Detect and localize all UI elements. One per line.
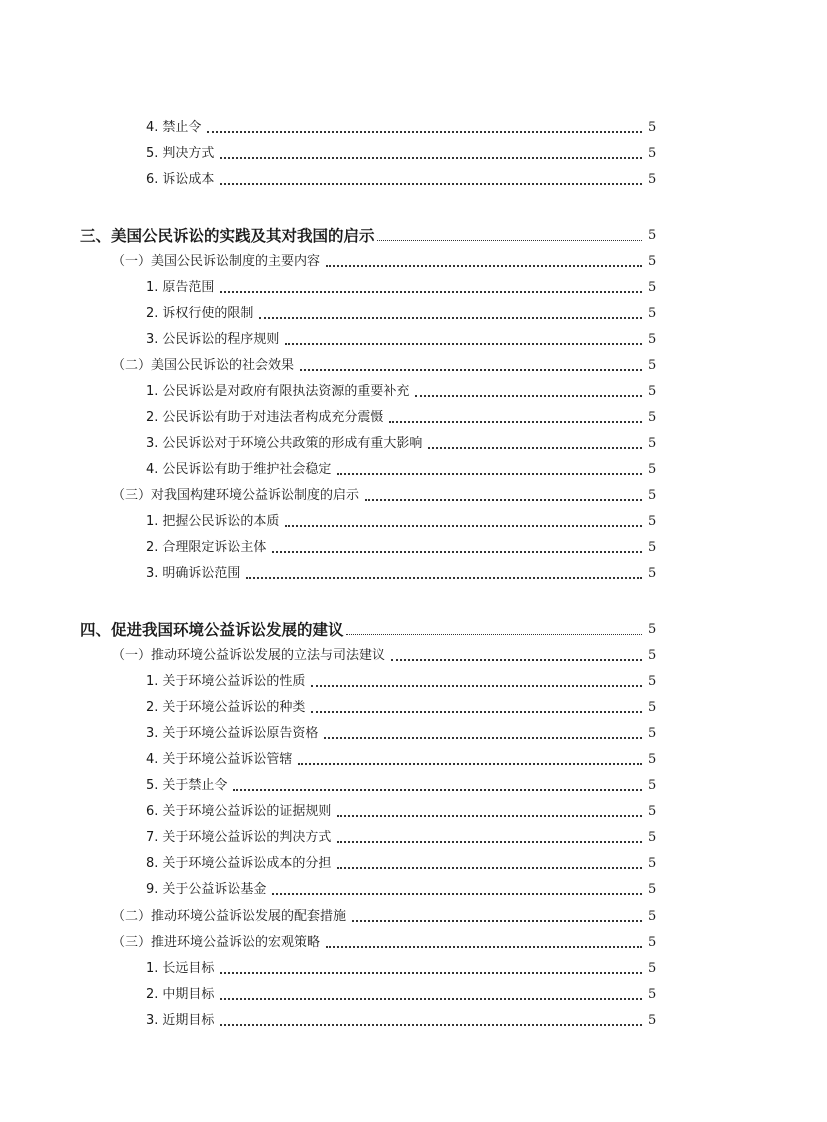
toc-item-number: 2. — [146, 306, 159, 321]
toc-item-number: 9. — [146, 882, 159, 897]
toc-item-number: 2. — [146, 700, 159, 715]
toc-section-heading[interactable] — [80, 220, 656, 244]
toc-page-number: 5 — [648, 228, 657, 243]
toc-item-title: 推动环境公益诉讼发展的配套措施 — [151, 909, 347, 924]
toc-subsection[interactable] — [112, 352, 656, 374]
toc-item-number: （一） — [112, 648, 152, 663]
toc-dot-leader — [298, 761, 642, 765]
toc-item-number: 2. — [146, 987, 159, 1002]
toc-item-title: 对我国构建环境公益诉讼制度的启示 — [151, 488, 360, 503]
toc-item-title: 推动环境公益诉讼发展的立法与司法建议 — [151, 648, 386, 663]
toc-dot-leader — [300, 367, 642, 371]
toc-dot-leader — [220, 181, 642, 185]
toc-item-number: （三） — [112, 935, 152, 950]
toc-page-number: 5 — [648, 172, 657, 187]
toc-item[interactable] — [146, 1007, 656, 1029]
toc-item[interactable] — [146, 850, 656, 872]
toc-page-number: 5 — [648, 306, 657, 321]
toc-subsection[interactable] — [112, 482, 656, 504]
toc-dot-leader — [220, 996, 642, 1000]
toc-item-number: 3. — [146, 436, 159, 451]
toc-dot-leader — [220, 970, 642, 974]
toc-page-number: 5 — [648, 804, 657, 819]
toc-item-number: 2. — [146, 410, 159, 425]
toc-page-number: 5 — [648, 1013, 657, 1028]
toc-item-title: 判决方式 — [162, 146, 215, 161]
toc-dot-leader — [285, 523, 642, 527]
toc-dot-leader — [337, 471, 642, 475]
toc-page-number: 5 — [648, 436, 657, 451]
toc-item-number: 5. — [146, 146, 159, 161]
toc-dot-leader — [272, 549, 642, 553]
toc-page-number: 5 — [648, 410, 657, 425]
toc-page-number: 5 — [648, 674, 657, 689]
toc-item-number: （三） — [112, 488, 152, 503]
toc-subsection[interactable] — [112, 248, 656, 270]
toc-dot-leader — [337, 813, 642, 817]
toc-item-title: 诉权行使的限制 — [162, 306, 254, 321]
toc-page-number: 5 — [648, 384, 657, 399]
toc-dot-leader — [337, 839, 642, 843]
toc-section-heading[interactable] — [80, 614, 656, 638]
toc-page-number: 5 — [648, 726, 657, 741]
toc-page-number: 5 — [648, 622, 657, 637]
toc-dot-leader — [324, 735, 642, 739]
toc-item[interactable] — [146, 824, 656, 846]
toc-page-number: 5 — [648, 648, 657, 663]
toc-item-number: 5. — [146, 778, 159, 793]
toc-item[interactable] — [146, 955, 656, 977]
toc-item-number: （二） — [112, 909, 152, 924]
toc-item-title: 美国公民诉讼的实践及其对我国的启示 — [111, 226, 375, 245]
toc-page-number: 5 — [648, 566, 657, 581]
toc-dot-leader — [352, 918, 642, 922]
toc-item-title: 禁止令 — [162, 120, 202, 135]
toc-item-title: 公民诉讼对于环境公共政策的形成有重大影响 — [162, 436, 423, 451]
toc-dot-leader — [346, 632, 642, 635]
toc-page-number: 5 — [648, 909, 657, 924]
toc-dot-leader — [220, 155, 642, 159]
toc-item-title: 公民诉讼有助于维护社会稳定 — [162, 462, 332, 477]
toc-page-number: 5 — [648, 778, 657, 793]
toc-item-number: 1. — [146, 514, 159, 529]
toc-page-number: 5 — [648, 254, 657, 269]
toc-item-number: 1. — [146, 280, 159, 295]
toc-item[interactable] — [146, 114, 656, 136]
toc-item-number: 4. — [146, 752, 159, 767]
toc-item-title: 中期目标 — [162, 987, 215, 1002]
toc-item-number: 1. — [146, 384, 159, 399]
toc-page-number: 5 — [648, 961, 657, 976]
toc-page-number: 5 — [648, 120, 657, 135]
toc-item[interactable] — [146, 798, 656, 820]
toc-item-number: 1. — [146, 961, 159, 976]
toc-item[interactable] — [146, 166, 656, 188]
toc-item[interactable] — [146, 456, 656, 478]
toc-page-number: 5 — [648, 146, 657, 161]
toc-item[interactable] — [146, 430, 656, 452]
toc-item[interactable] — [146, 326, 656, 348]
toc-dot-leader — [389, 419, 642, 423]
toc-item[interactable] — [146, 694, 656, 716]
toc-page-number: 5 — [648, 280, 657, 295]
toc-dot-leader — [365, 497, 642, 501]
toc-dot-leader — [311, 683, 642, 687]
toc-item[interactable] — [146, 140, 656, 162]
toc-item-number: 3. — [146, 332, 159, 347]
toc-page-number: 5 — [648, 488, 657, 503]
toc-dot-leader — [326, 263, 642, 267]
toc-item-number: 4. — [146, 120, 159, 135]
toc-item[interactable] — [146, 404, 656, 426]
toc-page-number: 5 — [648, 514, 657, 529]
toc-page-number: 5 — [648, 752, 657, 767]
toc-item-title: 明确诉讼范围 — [162, 566, 241, 581]
toc-item-title: 推进环境公益诉讼的宏观策略 — [151, 935, 321, 950]
toc-page-number: 5 — [648, 856, 657, 871]
toc-dot-leader — [220, 1022, 642, 1026]
toc-item-title: 公民诉讼的程序规则 — [162, 332, 280, 347]
toc-item[interactable] — [146, 720, 656, 742]
toc-item[interactable] — [146, 746, 656, 768]
toc-item-title: 关于禁止令 — [162, 778, 228, 793]
toc-item-number: 3. — [146, 566, 159, 581]
toc-item[interactable] — [146, 772, 656, 794]
toc-item-title: 公民诉讼有助于对违法者构成充分震慑 — [162, 410, 384, 425]
toc-item-number: 三、 — [80, 226, 112, 245]
toc-item-number: 6. — [146, 172, 159, 187]
toc-page-number: 5 — [648, 358, 657, 373]
toc-item[interactable] — [146, 534, 656, 556]
toc-item-title: 促进我国环境公益诉讼发展的建议 — [111, 620, 344, 639]
toc-dot-leader — [207, 129, 642, 133]
toc-item-title: 美国公民诉讼制度的主要内容 — [151, 254, 321, 269]
toc-item-title: 关于环境公益诉讼的判决方式 — [162, 830, 332, 845]
toc-page-number: 5 — [648, 700, 657, 715]
toc-page-number: 5 — [648, 540, 657, 555]
toc-item-title: 关于环境公益诉讼的性质 — [162, 674, 306, 689]
toc-item-number: 3. — [146, 1013, 159, 1028]
toc-item-title: 诉讼成本 — [162, 172, 215, 187]
toc-item-title: 把握公民诉讼的本质 — [162, 514, 280, 529]
toc-dot-leader — [272, 891, 642, 895]
toc-item-title: 关于环境公益诉讼的种类 — [162, 700, 306, 715]
toc-item-number: 7. — [146, 830, 159, 845]
toc-item-number: 3. — [146, 726, 159, 741]
toc-subsection[interactable] — [112, 642, 656, 664]
toc-item-number: 8. — [146, 856, 159, 871]
toc-item[interactable] — [146, 560, 656, 582]
toc-item-number: 2. — [146, 540, 159, 555]
toc-item-title: 美国公民诉讼的社会效果 — [151, 358, 295, 373]
toc-page-number: 5 — [648, 332, 657, 347]
toc-item-title: 公民诉讼是对政府有限执法资源的重要补充 — [162, 384, 410, 399]
toc-dot-leader — [285, 341, 642, 345]
toc-dot-leader — [428, 445, 642, 449]
toc-item[interactable] — [146, 981, 656, 1003]
toc-item[interactable] — [146, 378, 656, 400]
toc-page-number: 5 — [648, 462, 657, 477]
toc-dot-leader — [377, 238, 642, 241]
toc-item-number: 4. — [146, 462, 159, 477]
toc-subsection[interactable] — [112, 903, 656, 925]
toc-dot-leader — [233, 787, 642, 791]
toc-item[interactable] — [146, 876, 656, 898]
toc-page-number: 5 — [648, 987, 657, 1002]
toc-item-title: 关于环境公益诉讼成本的分担 — [162, 856, 332, 871]
toc-item-title: 长远目标 — [162, 961, 215, 976]
toc-item-title: 关于公益诉讼基金 — [162, 882, 267, 897]
toc-dot-leader — [415, 393, 642, 397]
toc-dot-leader — [259, 315, 642, 319]
toc-dot-leader — [337, 865, 642, 869]
toc-item[interactable] — [146, 668, 656, 690]
toc-item[interactable] — [146, 508, 656, 530]
toc-dot-leader — [246, 575, 642, 579]
toc-page-number: 5 — [648, 935, 657, 950]
toc-dot-leader — [391, 657, 642, 661]
toc-item-title: 关于环境公益诉讼的证据规则 — [162, 804, 332, 819]
toc-item[interactable] — [146, 300, 656, 322]
toc-page-number: 5 — [648, 830, 657, 845]
toc-item-title: 关于环境公益诉讼原告资格 — [162, 726, 319, 741]
toc-item-number: 1. — [146, 674, 159, 689]
toc-dot-leader — [326, 944, 642, 948]
toc-subsection[interactable] — [112, 929, 656, 951]
toc-dot-leader — [220, 289, 642, 293]
toc-item-number: （一） — [112, 254, 152, 269]
toc-item-title: 合理限定诉讼主体 — [162, 540, 267, 555]
toc-item[interactable] — [146, 274, 656, 296]
toc-dot-leader — [311, 709, 642, 713]
toc-item-number: （二） — [112, 358, 152, 373]
toc-item-title: 原告范围 — [162, 280, 215, 295]
toc-page-number: 5 — [648, 882, 657, 897]
toc-item-title: 近期目标 — [162, 1013, 215, 1028]
toc-item-title: 关于环境公益诉讼管辖 — [162, 752, 293, 767]
toc-item-number: 四、 — [80, 620, 112, 639]
toc-item-number: 6. — [146, 804, 159, 819]
